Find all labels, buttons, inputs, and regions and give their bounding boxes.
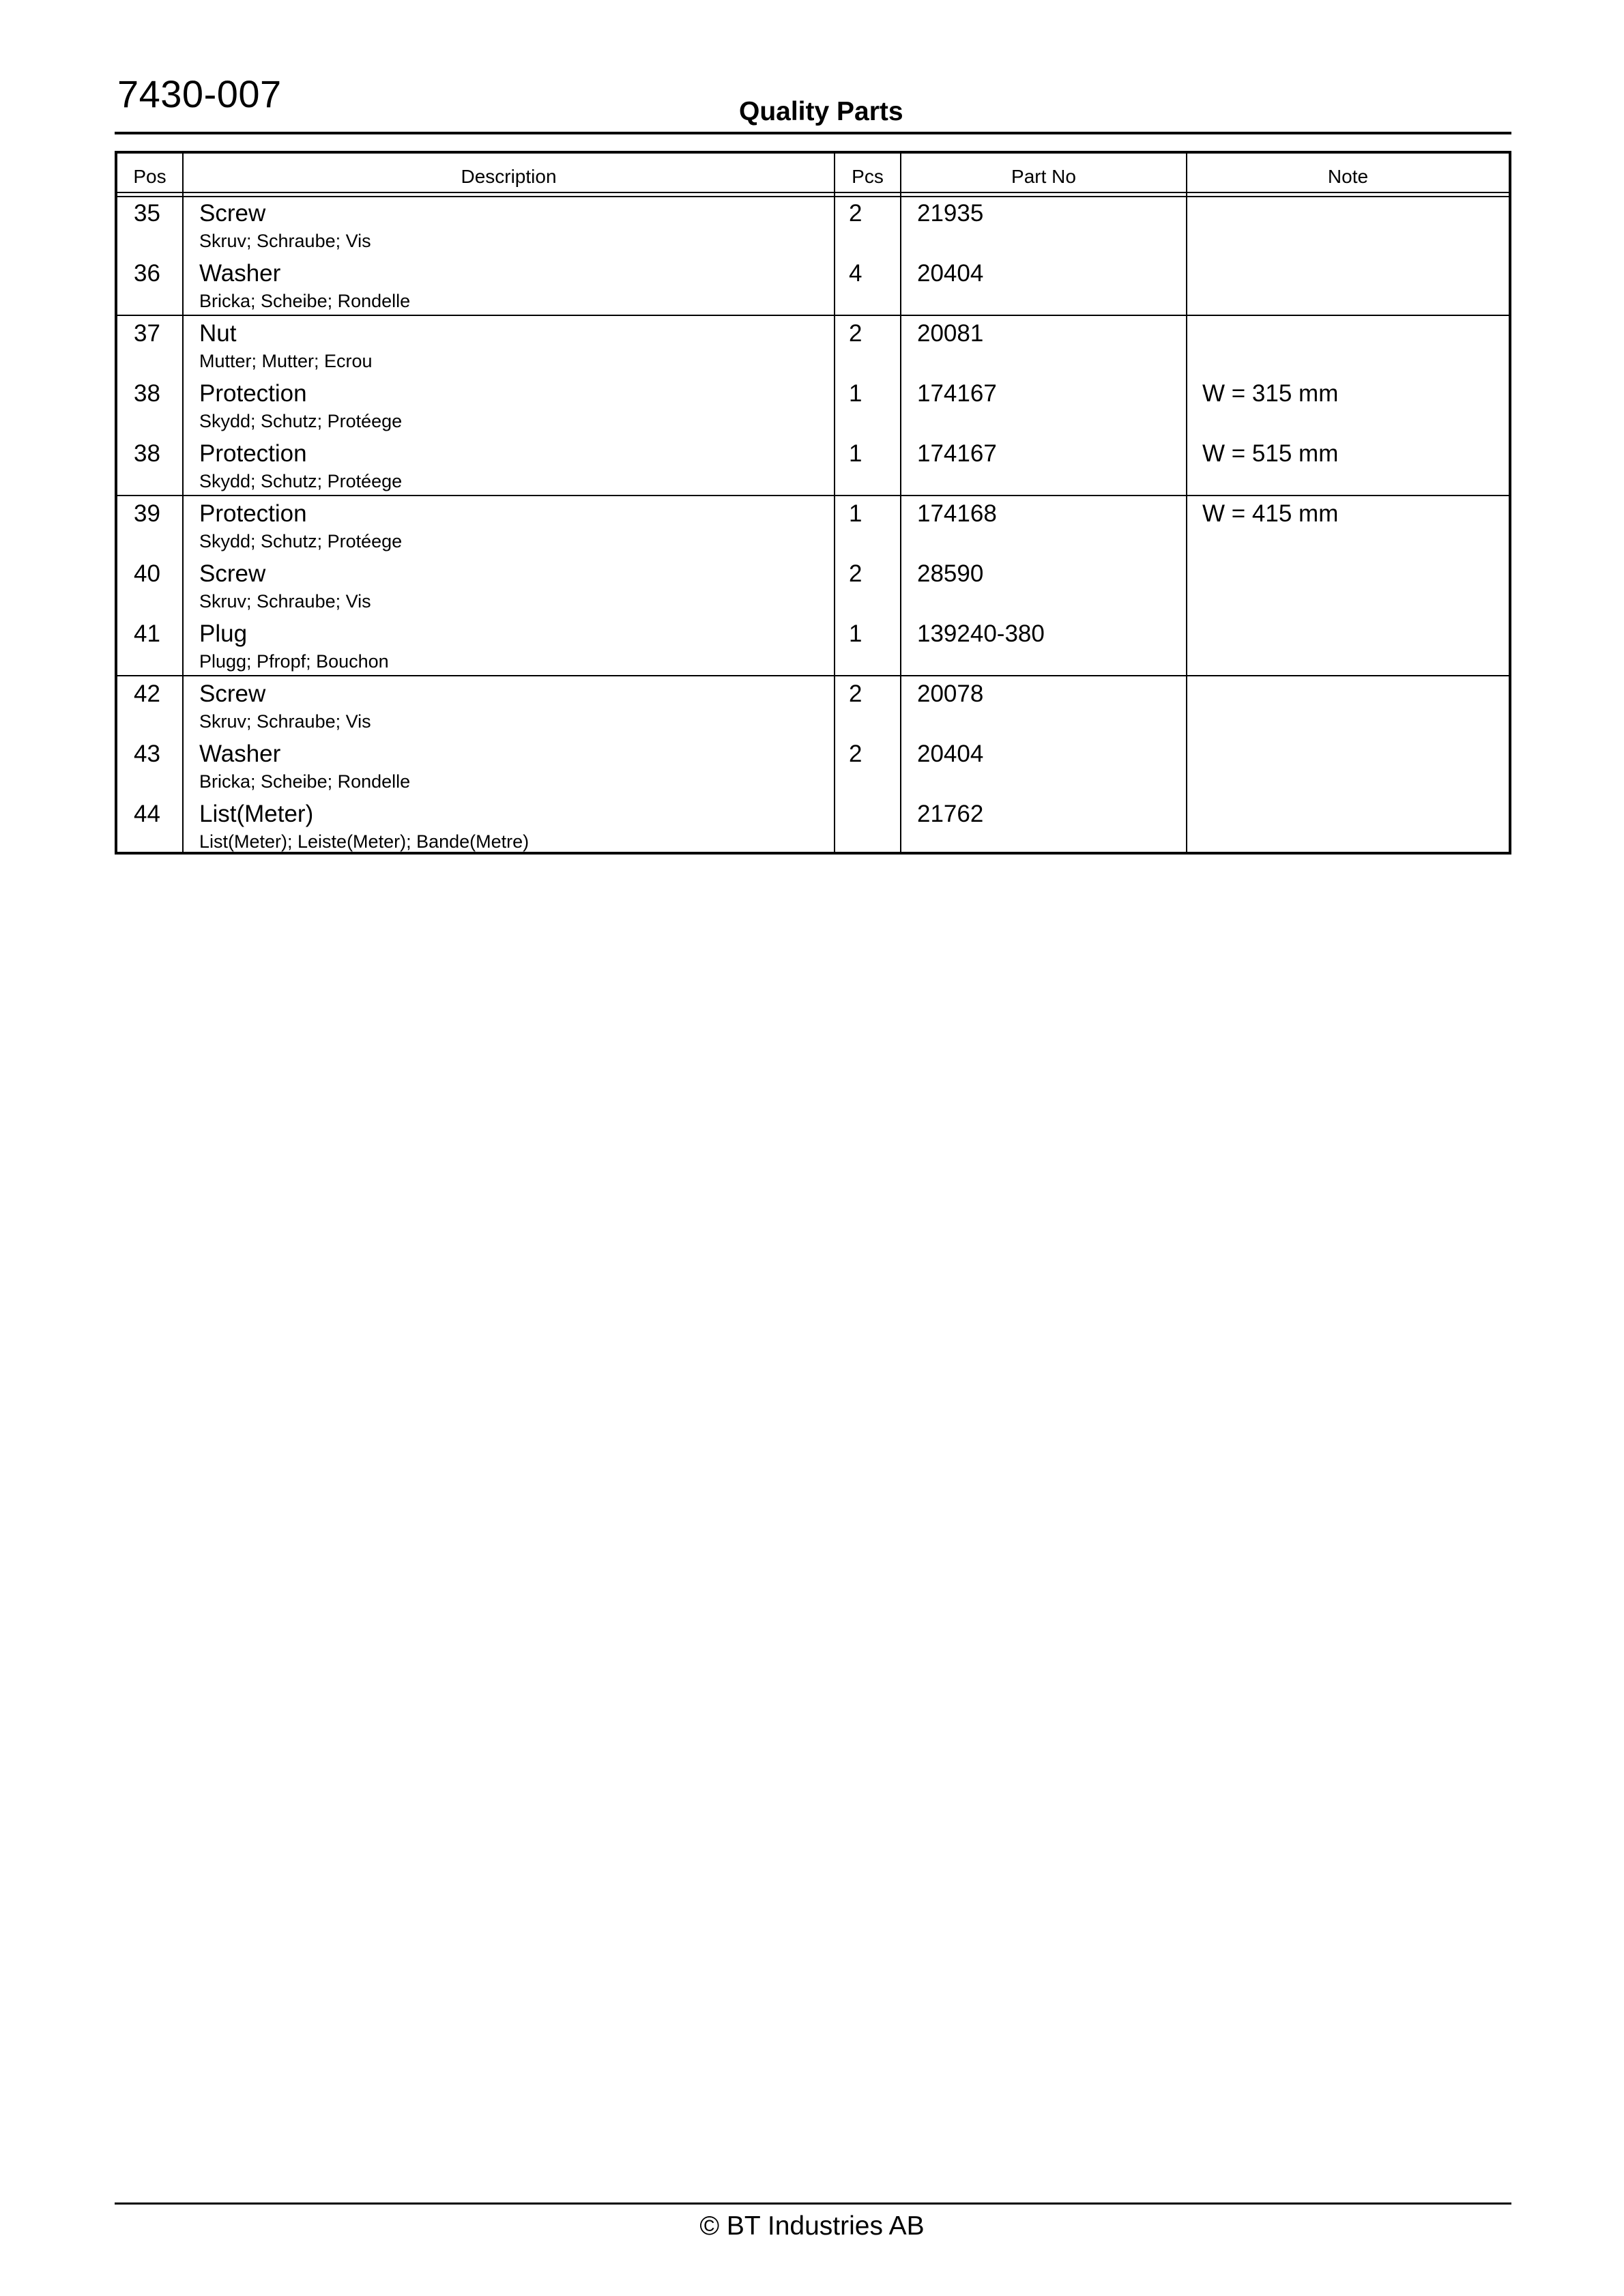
row-translations: Plugg; Pfropf; Bouchon — [199, 651, 389, 672]
row-translations: Skydd; Schutz; Protéege — [199, 411, 403, 431]
row-part-no: 20081 — [917, 320, 984, 347]
row-translations: Bricka; Scheibe; Rondelle — [199, 291, 411, 311]
row-pcs: 1 — [849, 620, 862, 647]
row-part-no: 20404 — [917, 741, 984, 767]
row-pcs: 2 — [849, 741, 862, 767]
table-row — [117, 620, 1509, 680]
table-row — [117, 680, 1509, 741]
row-note: W = 415 mm — [1202, 500, 1339, 527]
table-row — [117, 801, 1509, 861]
row-note: W = 315 mm — [1202, 380, 1339, 407]
row-name: Screw — [199, 200, 266, 227]
row-translations: List(Meter); Leiste(Meter); Bande(Metre) — [199, 831, 530, 852]
table-row — [117, 500, 1509, 560]
row-pos: 42 — [134, 680, 160, 707]
row-translations: Skruv; Schraube; Vis — [199, 591, 371, 612]
row-pos: 38 — [134, 440, 160, 467]
table-row — [117, 560, 1509, 620]
row-part-no: 21762 — [917, 801, 984, 827]
row-pcs: 1 — [849, 380, 862, 407]
page-title: Quality Parts — [739, 97, 903, 126]
table-row — [117, 440, 1509, 500]
copyright-footer: © BT Industries AB — [699, 2211, 925, 2241]
table-row — [117, 200, 1509, 260]
row-part-no: 174167 — [917, 440, 997, 467]
row-pcs: 2 — [849, 200, 862, 227]
row-pcs: 4 — [849, 260, 862, 287]
column-header-note: Note — [1327, 166, 1369, 187]
doc-number: 7430-007 — [117, 72, 282, 115]
row-translations: Bricka; Scheibe; Rondelle — [199, 771, 411, 792]
table-row — [117, 380, 1509, 440]
footer-divider — [115, 2202, 1511, 2205]
column-header-pcs: Pcs — [852, 166, 884, 187]
row-pcs: 1 — [849, 440, 862, 467]
row-name: Screw — [199, 680, 266, 707]
row-pos: 35 — [134, 200, 160, 227]
column-header-part-no: Part No — [1011, 166, 1076, 187]
row-name: Protection — [199, 380, 307, 407]
row-translations: Mutter; Mutter; Ecrou — [199, 351, 373, 371]
row-pcs: 2 — [849, 560, 862, 587]
row-part-no: 20078 — [917, 680, 984, 707]
row-pos: 43 — [134, 741, 160, 767]
row-translations: Skydd; Schutz; Protéege — [199, 471, 403, 491]
row-part-no: 139240-380 — [917, 620, 1045, 647]
row-pos: 40 — [134, 560, 160, 587]
table-row — [117, 741, 1509, 801]
row-pcs: 2 — [849, 680, 862, 707]
row-part-no: 20404 — [917, 260, 984, 287]
row-part-no: 28590 — [917, 560, 984, 587]
parts-table — [115, 151, 1511, 855]
row-pos: 39 — [134, 500, 160, 527]
row-note: W = 515 mm — [1202, 440, 1339, 467]
row-name: Screw — [199, 560, 266, 587]
row-translations: Skydd; Schutz; Protéege — [199, 531, 403, 551]
row-name: Protection — [199, 440, 307, 467]
row-name: Nut — [199, 320, 237, 347]
row-pcs: 1 — [849, 500, 862, 527]
column-header-description: Description — [461, 166, 557, 187]
row-pos: 36 — [134, 260, 160, 287]
table-row — [117, 260, 1509, 320]
row-pos: 41 — [134, 620, 160, 647]
row-pos: 38 — [134, 380, 160, 407]
row-name: Protection — [199, 500, 307, 527]
table-row — [117, 320, 1509, 380]
header-divider — [115, 132, 1511, 134]
row-part-no: 21935 — [917, 200, 984, 227]
row-pos: 37 — [134, 320, 160, 347]
row-pcs: 2 — [849, 320, 862, 347]
header-divider — [117, 192, 1509, 193]
column-header-pos: Pos — [133, 166, 166, 187]
row-translations: Skruv; Schraube; Vis — [199, 231, 371, 251]
row-part-no: 174168 — [917, 500, 997, 527]
row-part-no: 174167 — [917, 380, 997, 407]
row-pos: 44 — [134, 801, 160, 827]
header-divider — [117, 196, 1509, 197]
row-name: List(Meter) — [199, 801, 314, 827]
row-name: Washer — [199, 741, 281, 767]
row-name: Plug — [199, 620, 248, 647]
row-name: Washer — [199, 260, 281, 287]
row-translations: Skruv; Schraube; Vis — [199, 711, 371, 732]
